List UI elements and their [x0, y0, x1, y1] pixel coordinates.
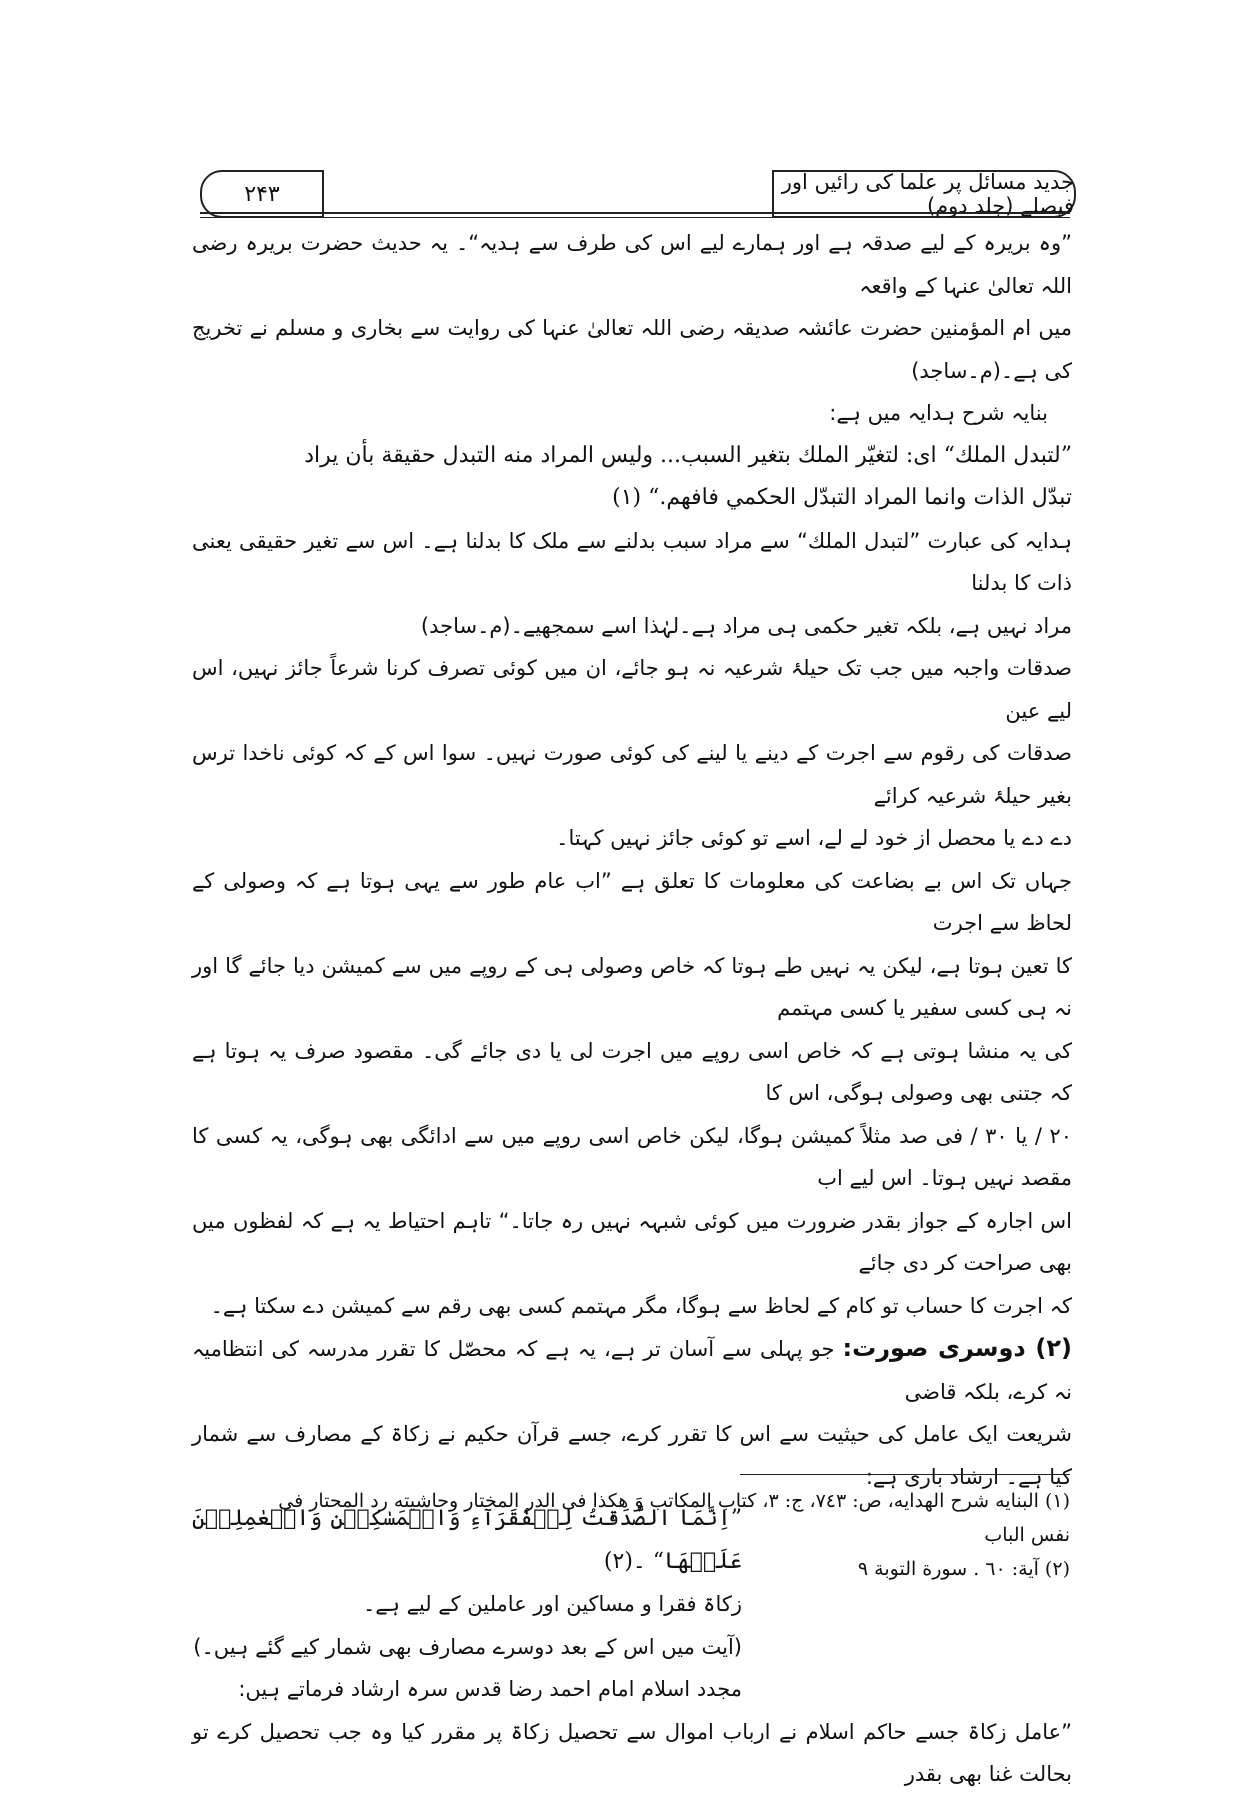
- body-line: اس اجارہ کے جواز بقدر ضرورت میں کوئی شبہہ نہیں رہ جاتا۔“ تاہم احتیاط یہ ہے کہ لفظوں میں بھی صراحت کر دی جائے: [192, 1208, 1072, 1275]
- body-line: کہ اجرت کا حساب تو کام کے لحاظ سے ہوگا، مگر مہتمم کسی بھی رقم سے کمیشن دے سکتا ہے۔: [210, 1293, 1072, 1318]
- body-line: ہدایہ کی عبارت ”لتبدل الملك“ سے مراد سبب بدلنے سے ملک کا بدلنا ہے۔ اس سے تغیر حقیقی یعنی ذات کا بدلنا: [192, 528, 1072, 595]
- body-line: ۲۰ / یا ۳۰ / فی صد مثلاً کمیشن ہوگا، لیکن خاص اسی روپے میں سے ادائگی بھی ہوگی، یہ کسی کا مقصد نہیں ہوتا۔ اس لیے اب: [192, 1123, 1072, 1190]
- section-2-heading: (۲) دوسری صورت:: [842, 1334, 1072, 1362]
- verse-translation: زکاۃ فقرا و مساکین اور عاملین کے لیے ہے۔: [363, 1592, 742, 1616]
- arabic-quote-line: تبدّل الذات وانما المراد التبدّل الحكمي فافهم.“ (۱): [612, 485, 1072, 510]
- body-line: ”عامل زکاۃ جسے حاکم اسلام نے ارباب اموال سے تحصیل زکاۃ پر مقرر کیا وہ جب تحصیل کرے تو بحالت غنا بھی بقدر: [192, 1719, 1072, 1786]
- arabic-quote-line: ”لتبدل الملك“ ای: لتغيّر الملك بتغير السبب... وليس المراد منه التبدل حقيقة بأن يراد: [304, 442, 1072, 468]
- page-number: ۲۴۳: [200, 170, 324, 218]
- body-line: صدقات واجبہ میں جب تک حیلۂ شرعیہ نہ ہو جائے، ان میں کوئی تصرف کرنا شرعاً جائز نہیں، اس لیے عین: [192, 656, 1072, 723]
- footnotes: [215, 1484, 1070, 1586]
- header-rule-thin: [200, 217, 1070, 218]
- body-line: کی یہ منشا ہوتی ہے کہ خاص اسی روپے میں اجرت لی یا دی جائے گی۔ مقصود صرف یہ ہوتا ہے کہ جتنی بھی وصولی ہوگی، اس کا: [192, 1038, 1072, 1105]
- body-line: بنایہ شرح ہدایہ میں ہے:: [829, 401, 1048, 425]
- body-line: صدقات کی رقوم سے اجرت کے دینے یا لینے کی کوئی صورت نہیں۔ سوا اس کے کہ کوئی ناخدا ترس بغیر حیلۂ شرعیہ کرائے: [192, 741, 1072, 808]
- footnote-2: (۲) آية: ٦٠ . سورة التوبة ٩: [857, 1558, 1070, 1580]
- verse-note: (آیت میں اس کے بعد دوسرے مصارف بھی شمار کیے گئے ہیں۔): [193, 1634, 742, 1659]
- body-line: ”وہ بریرہ کے لیے صدقہ ہے اور ہمارے لیے اس کی طرف سے ہدیہ“۔ یہ حدیث حضرت بریرہ رضی اللہ تعالیٰ عنہا کے واقعہ: [192, 231, 1072, 298]
- body-line: جہاں تک اس بے بضاعت کی معلومات کا تعلق ہے ”اب عام طور سے یہی ہوتا ہے کہ وصولی کے لحاظ سے اجرت: [192, 868, 1072, 935]
- footnote-1: (۱) البنايه شرح الهدايه، ص: ٧٤٣، ج: ٣، كتاب المكاتب وَ هكذا فى الدر المختار وحاشيته رد المحتار فى: [278, 1490, 1070, 1512]
- body-line: کا تعین ہوتا ہے، لیکن یہ نہیں طے ہوتا کہ خاص وصولی ہی کے روپے میں سے کمیشن دیا جائے گا اور نہ ہی کسی سفیر یا کسی مہتمم: [192, 953, 1072, 1020]
- section-2-paragraph: [192, 1327, 1072, 1413]
- quote-intro: مجدد اسلام امام احمد رضا قدس سرہ ارشاد فرماتے ہیں:: [238, 1677, 742, 1701]
- section-2-text: جو پہلی سے آسان تر ہے، یہ ہے کہ محصّل کا تقرر مدرسہ کی انتظامیہ نہ کرے، بلکہ قاضی: [192, 1337, 1072, 1404]
- body-line: مراد نہیں ہے، بلکہ تغیر حکمی ہی مراد ہے۔لہٰذا اسے سمجھیے۔(م۔ساجد): [420, 613, 1072, 638]
- body-line: میں ام المؤمنین حضرت عائشہ صدیقہ رضی اللہ تعالیٰ عنہا کی روایت سے بخاری و مسلم نے تخریج کی ہے۔(م۔ساجد): [192, 316, 1072, 383]
- body-line: دے دے یا محصل از خود لے لے، اسے تو کوئی جائز نہیں کہتا۔: [556, 826, 1072, 850]
- header-rule: [200, 212, 1070, 214]
- footnote-1-cont: نفس الباب: [984, 1524, 1070, 1546]
- quran-verse: ”اِنَّمَا الصَّدَقٰتُ لِلۡفُقَرَآءِ وَالۡمَسٰكِيۡنِ وَالۡعٰمِلِيۡنَ عَلَيۡهَا“ ۔(۲): [192, 1506, 742, 1574]
- footnote-rule: [740, 1474, 1070, 1475]
- body-line: شریعت ایک عامل کی حیثیت سے اس کا تقرر کرے، جسے قرآن حکیم نے زکاۃ کے مصارف سے شمار کیا ہے۔ ارشاد باری ہے:: [192, 1422, 1072, 1489]
- running-head-title: جدید مسائل پر علما کی رائیں اور فیصلے (جلد دوم): [772, 170, 1076, 218]
